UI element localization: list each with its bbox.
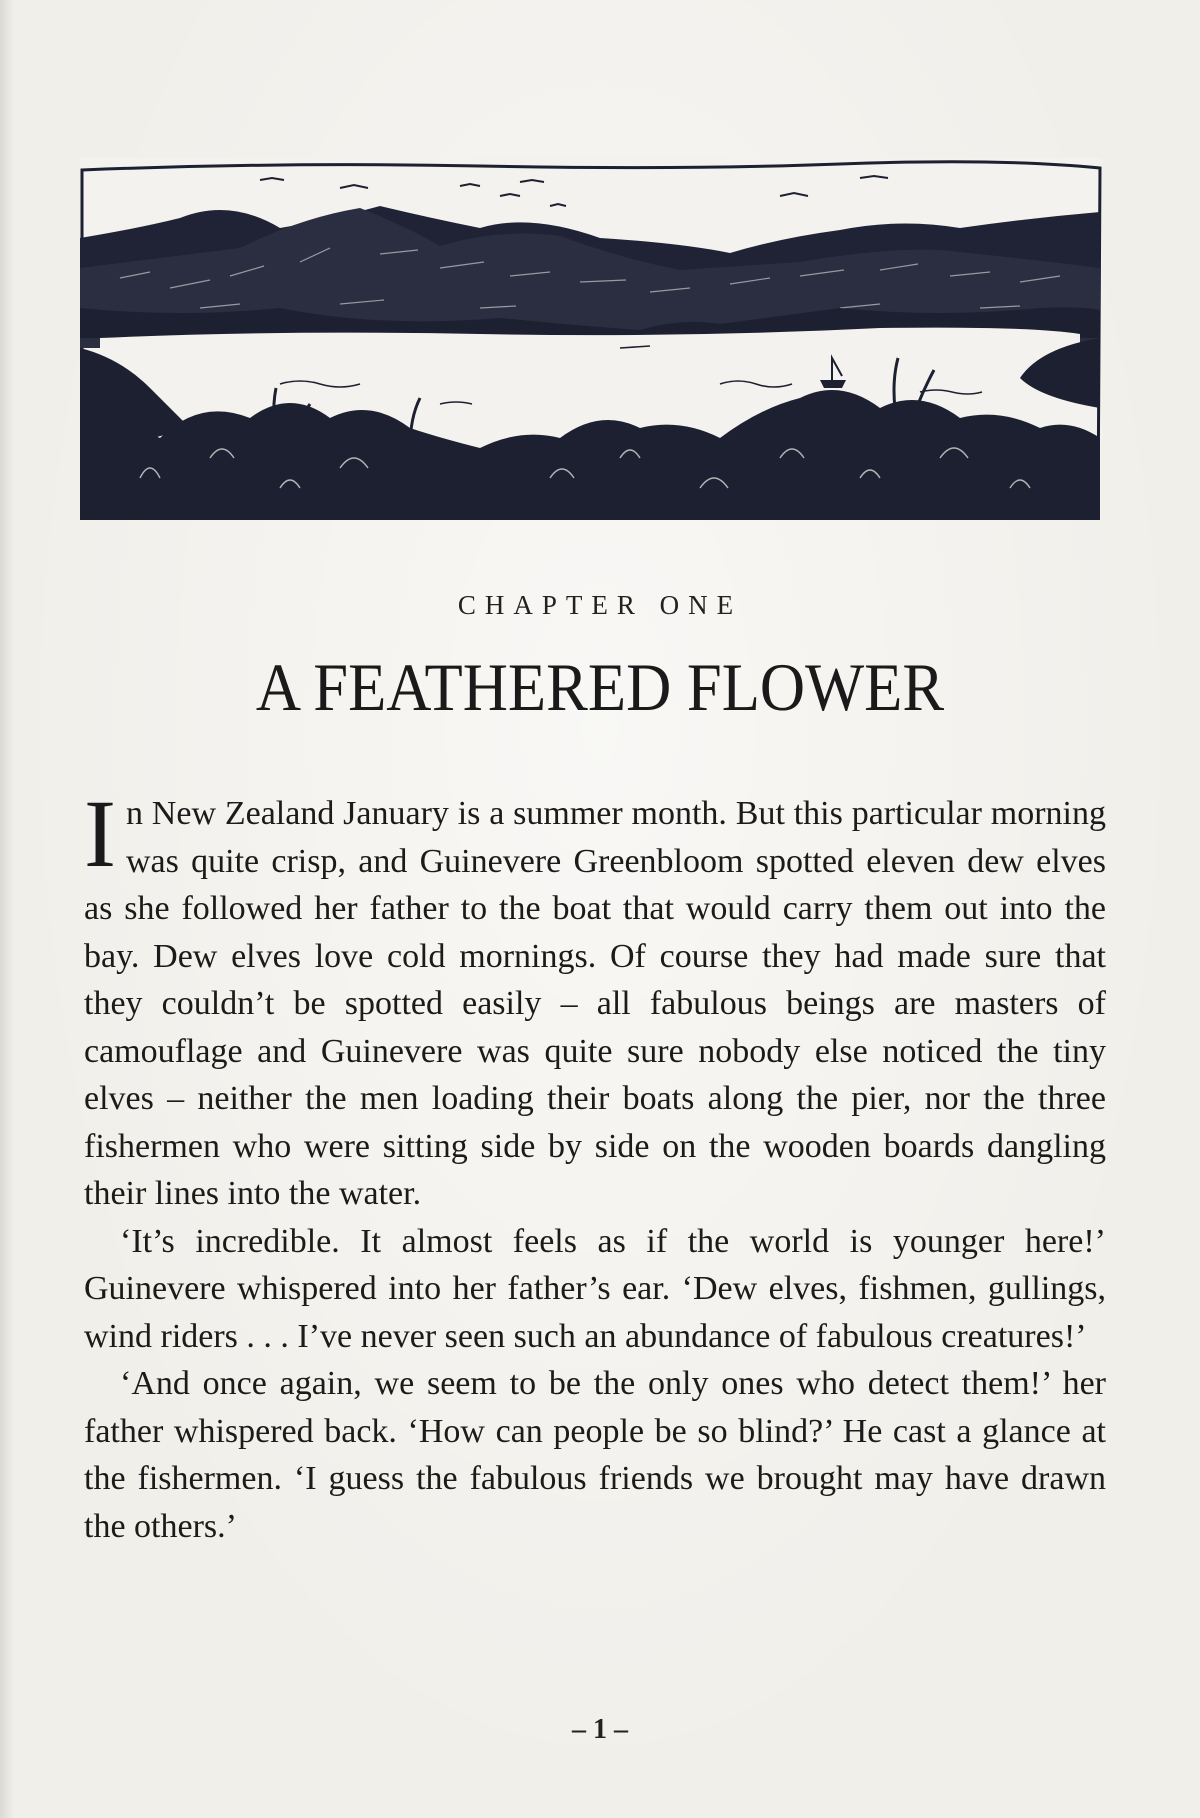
paragraph-1-text: n New Zealand January is a summer month. But this particular morning was quite crisp, and Guinevere Greenbloom spotted eleven dew elves as she followed her father to the boat that would carry them out into the bay. Dew elves love cold mornings. Of course they had made sure that they couldn’t be spotted easily – all fabulous beings are masters of camouflage and Guinevere was quite sure nobody else noticed the tiny elves – neither the men loading their boats along the pier, nor the three fishermen who were sitting side by side on the wooden boards dangling their lines into the water. (84, 795, 1106, 1212)
paragraph-2: ‘It’s incredible. It almost feels as if the world is younger here!’ Guinevere whispered into her father’s ear. ‘Dew elves, fishmen, gullings, wind riders . . . I’ve never seen such an abundance of fabulous creatures!’ (84, 1222, 1106, 1355)
chapter-title: A FEATHERED FLOWER (255, 649, 945, 725)
paragraph-1 (84, 780, 1106, 1218)
chapter-label: CHAPTER ONE (457, 590, 743, 620)
drop-cap: I (84, 780, 116, 887)
paragraph-3: ‘And once again, we seem to be the only ones who detect them!’ her father whispered back. ‘How can people be so blind?’ He cast a glance at the fishermen. ‘I guess the fabulous friends we brought may have drawn the others.’ (84, 1365, 1106, 1545)
page-number: – 1 – (572, 1714, 628, 1745)
page-edge-shadow (0, 0, 14, 1818)
chapter-body-text (84, 780, 1106, 1550)
lake-landscape-illustration (80, 158, 1102, 520)
